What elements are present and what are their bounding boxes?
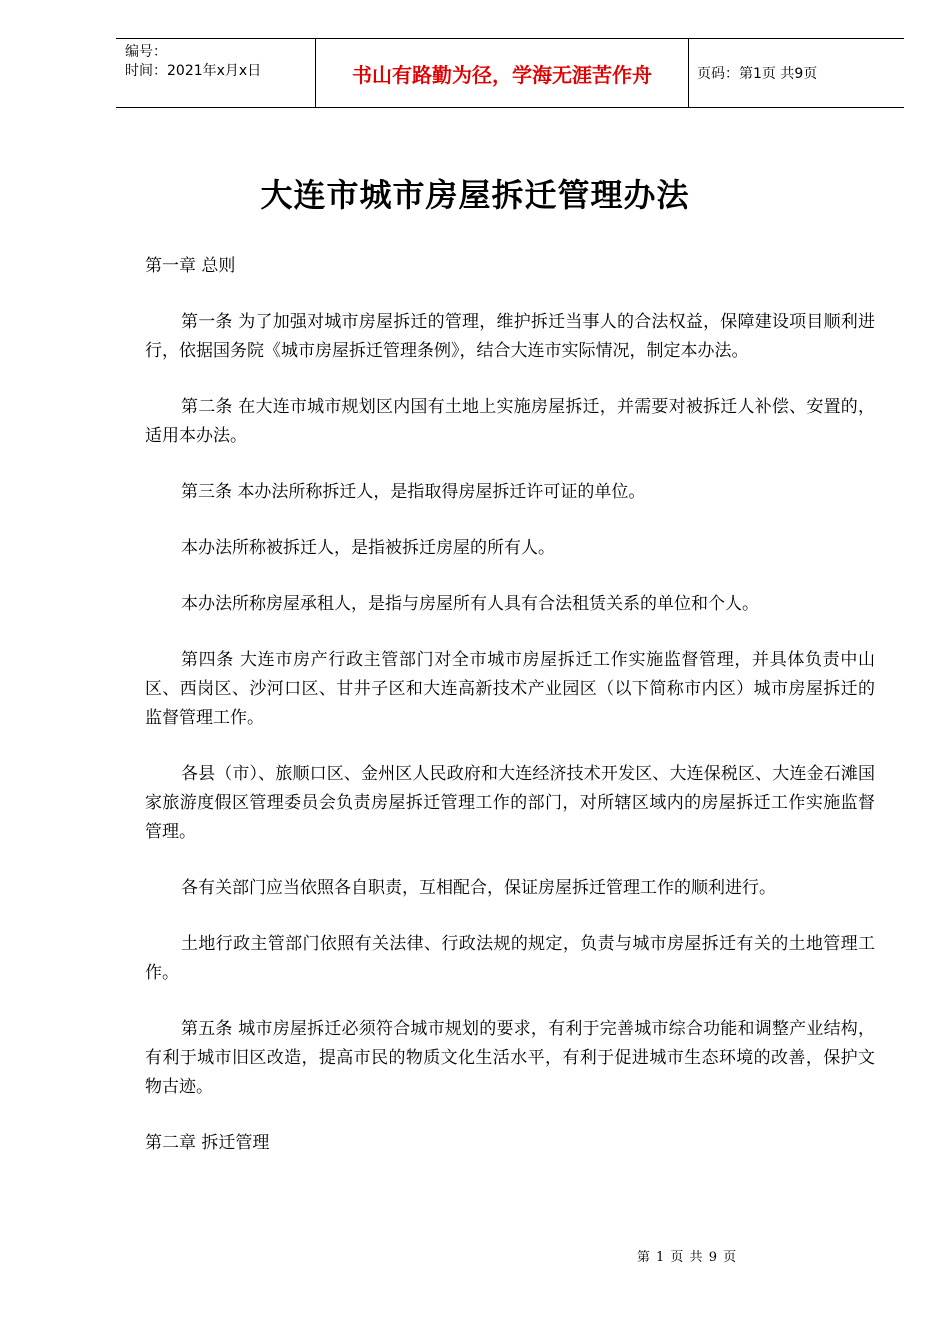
paragraph: 各有关部门应当依照各自职责，互相配合，保证房屋拆迁管理工作的顺利进行。 — [181, 878, 776, 898]
header-page-info: 页码：第1页 共9页 — [697, 66, 818, 82]
document-body — [145, 252, 875, 1185]
paragraph: 本办法所称房屋承租人，是指与房屋所有人具有合法租赁关系的单位和个人。 — [181, 594, 759, 614]
paragraph: 第一条 为了加强对城市房屋拆迁的管理，维护拆迁当事人的合法权益，保障建设项目顺利进行，依据国务院《城市房屋拆迁管理条例》，结合大连市实际情况，制定本办法。 — [145, 312, 875, 361]
paragraph: 第二条 在大连市城市规划区内国有土地上实施房屋拆迁，并需要对被拆迁人补偿、安置的，适用本办法。 — [145, 397, 875, 446]
document-title: 大连市城市房屋拆迁管理办法 — [260, 176, 690, 214]
paragraph: 各县（市）、旅顺口区、金州区人民政府和大连经济技术开发区、大连保税区、大连金石滩国家旅游度假区管理委员会负责房屋拆迁管理工作的部门，对所辖区域内的房屋拆迁工作实施监督管理。 — [145, 764, 875, 842]
paragraph: 本办法所称被拆迁人，是指被拆迁房屋的所有人。 — [181, 538, 555, 558]
paragraph: 土地行政主管部门依照有关法律、行政法规的规定，负责与城市房屋拆迁有关的土地管理工作。 — [145, 934, 875, 983]
page-header — [116, 38, 904, 108]
paragraph: 第三条 本办法所称拆迁人，是指取得房屋拆迁许可证的单位。 — [181, 482, 646, 502]
document-number-label: 编号： — [125, 44, 167, 60]
header-meta — [116, 39, 316, 107]
document-time-label: 时间：2021年x月x日 — [125, 63, 262, 79]
paragraph: 第五条 城市房屋拆迁必须符合城市规划的要求，有利于完善城市综合功能和调整产业结构，有利于城市旧区改造，提高市民的物质文化生活水平，有利于促进城市生态环境的改善，保护文物古迹。 — [145, 1019, 875, 1097]
page-footer: 第 1 页 共 9 页 — [636, 1250, 738, 1265]
paragraph: 第二章 拆迁管理 — [145, 1133, 270, 1153]
header-motto: 书山有路勤为径，学海无涯苦作舟 — [316, 39, 689, 107]
paragraph: 第一章 总则 — [145, 256, 236, 276]
paragraph: 第四条 大连市房产行政主管部门对全市城市房屋拆迁工作实施监督管理，并具体负责中山区、西岗区、沙河口区、甘井子区和大连高新技术产业园区（以下简称市内区）城市房屋拆迁的监督管理工作。 — [145, 650, 875, 728]
